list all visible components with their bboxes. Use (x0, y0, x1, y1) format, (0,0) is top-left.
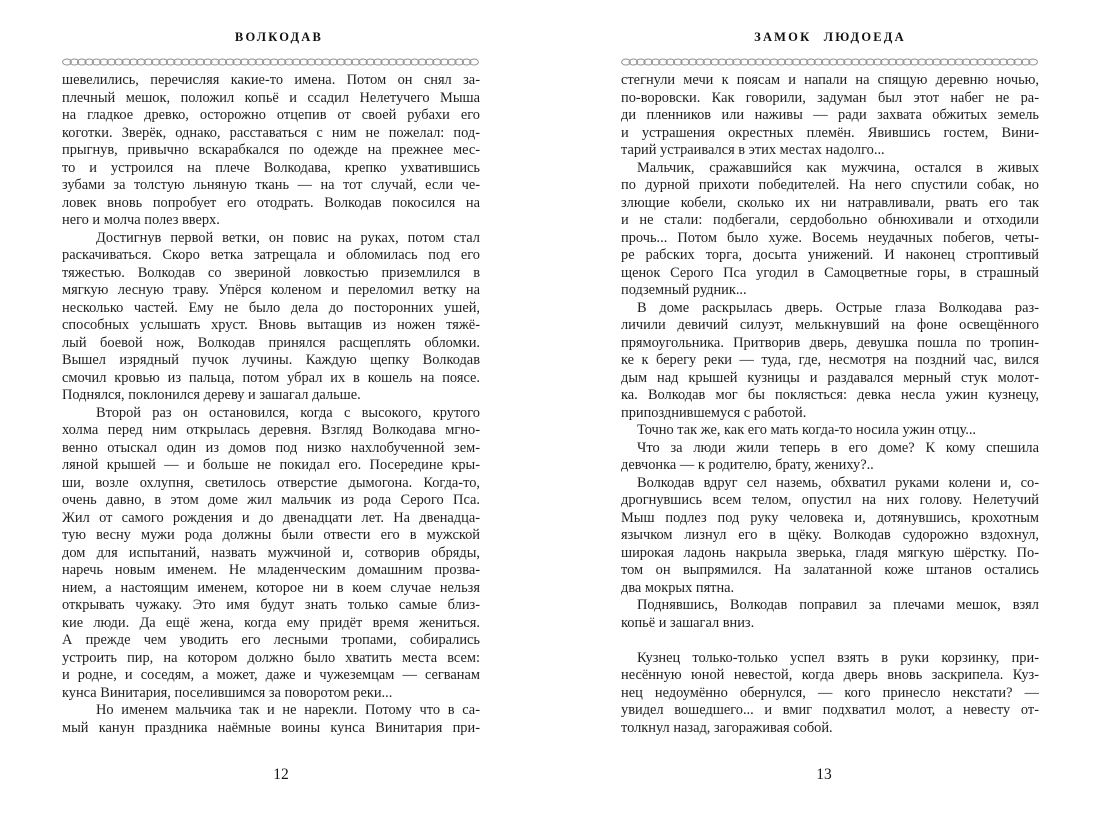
text-line: то и устроился на плече Волкодава, крепко ухватившись (62, 159, 480, 176)
page-number: 13 (816, 766, 832, 783)
text-line: В доме раскрылась дверь. Острые глаза Волкодава раз- (637, 299, 1039, 316)
paragraph (621, 475, 1039, 598)
text-line: наречь новым именем. Не младенческим домашним прозва- (62, 562, 480, 578)
text-line: подземный рудник... (621, 282, 747, 298)
text-line: Что за люди жили теперь в его доме? К кому спешила (637, 439, 1039, 456)
text-line: тарий устраивался в этих местах надолго... (621, 142, 885, 158)
paragraph (62, 405, 480, 703)
page-right (621, 0, 1039, 825)
text-line: дым над крышей кузницы и раздавался мерный стук молот- (621, 369, 1039, 386)
text-line: мягкую лесную траву. Упёрся коленом и переломил ветку на (62, 282, 480, 298)
text-line: венно отыскал один из домов под низко нахлобученной зем- (62, 439, 480, 456)
paragraph (621, 597, 1039, 632)
text-line: нец недоумённо обернулся, — кого принесло некстати? — (621, 684, 1039, 701)
text-line: копьё и зашагал вниз. (621, 614, 755, 631)
chain-ornament (621, 57, 1039, 67)
paragraph (621, 650, 1039, 738)
page-left (62, 0, 480, 825)
text-line: него и молча полез вверх. (62, 212, 220, 228)
text-line: ляной крышей — и больше не покидал его. Посередине кры- (62, 457, 480, 473)
text-line: нием, а настоящим именем, которое ни в коем случае нельзя (62, 579, 480, 596)
text-line: широкая ладонь накрыла зверька, гладя мягкую шёрстку. По- (621, 544, 1039, 561)
paragraph (621, 72, 1039, 160)
text-line: кие люди. Да ещё жена, когда ему придёт время жениться. (62, 614, 480, 631)
paragraph (62, 230, 480, 405)
text-line: язычком лизнул его в щёку. Волкодав судорожно вздохнул, (621, 527, 1039, 543)
running-title-left: ВОЛКОДАВ (234, 30, 324, 44)
text-line: и не стали: подбегали, сердобольно обнюхивали и отходили (621, 212, 1039, 228)
text-line: прочь... Потом было хуже. Восемь неудачных побегов, четы- (621, 229, 1039, 246)
text-line: на гладкое древко, осторожно отцепив от своей рубахи его (62, 107, 480, 123)
text-line: тую весну мужи рода должны были отвести его в мужской (62, 527, 480, 543)
paragraph (621, 300, 1039, 423)
text-line: припозднившемуся с работой. (621, 404, 807, 421)
text-line: щенок Серого Пса угодил в Самоцветные горы, в страшный (621, 264, 1039, 281)
page-number: 12 (273, 766, 289, 783)
text-line: личили девичий силуэт, мелькнувший на фоне освещённого (621, 317, 1039, 333)
text-line: прыгнув, привычно вскарабкался по одежде на прежнее мес- (62, 142, 480, 158)
text-line: дом для испытаний, назвать мужчиной и, сотворив обряды, (62, 544, 480, 561)
paragraph (62, 702, 480, 737)
text-line: холма перед ним открылась деревня. Взгляд Волкодава мгно- (62, 422, 480, 438)
text-line: дрогнувшись всем телом, опустил на них голову. Нелетучий (621, 492, 1039, 508)
paragraph (621, 160, 1039, 300)
text-line: способных услышать хруст. Вновь вытащив из ножен тяжё- (62, 317, 480, 333)
text-line: и родне, и соседям, а может, даже и чужеземцам — сегванам (62, 667, 480, 683)
text-line: ши, возле охлупня, светилось отверстие дымогона. Когда-то, (62, 474, 480, 491)
text-line: по-воровски. Как говорили, задуман был этот набег не ра- (621, 89, 1039, 106)
paragraph (621, 422, 1039, 440)
text-line: раскачиваться. Скоро ветка затрещала и обломилась под его (62, 247, 480, 263)
text-line: А прежде чем уводить его лесными тропами, собирались (62, 632, 480, 648)
text-line: Второй раз он остановился, когда с высокого, крутого (96, 404, 480, 421)
text-line: толкнул назад, загораживая собой. (621, 719, 833, 736)
text-line: тяжестью. Волкодав со звериной ловкостью приземлился в (62, 264, 480, 281)
text-line: Достигнув первой ветки, он повис на руках, потом стал (96, 229, 480, 246)
text-line: Вышел изрядный пучок лучины. Каждую щепку Волкодав (62, 352, 480, 368)
text-line: ди пленников или наживы — ради захвата обжитых земель (621, 107, 1039, 123)
text-line: ловек вновь попробует его отодрать. Волкодав покосился на (62, 194, 480, 211)
text-line: лый боевой нож, Волкодав принялся расщеплять обломки. (62, 334, 480, 351)
text-line: очень давно, в этом доме жил мальчик из рода Серого Пса. (62, 492, 480, 508)
text-line: несённую юной невестой, когда дверь вновь заскрипела. Куз- (621, 667, 1039, 683)
text-line: два мокрых пятна. (621, 579, 735, 596)
text-line: мый канун праздника наёмные воины кунса Винитария при- (62, 719, 480, 736)
text-line: Жил от самого рождения и до двенадцати лет. На двенадца- (62, 509, 480, 526)
text-line: кунса Винитария, поселившимся за поворотом реки... (62, 684, 393, 701)
text-line: устроить пир, на котором должно было хватить места всем: (62, 649, 480, 666)
text-line: Поднялся, поклонился дереву и зашагал дальше. (62, 387, 361, 403)
paragraph (62, 72, 480, 230)
text-line: увидел вошедшего... и вмиг подхватил молот, а невесту от- (621, 702, 1039, 718)
text-line: несколько частей. Ему не было дела до посторонних ушей, (62, 299, 480, 316)
text-line: Поднявшись, Волкодав поправил за плечами мешок, взял (637, 597, 1039, 613)
text-line: ке к берегу реки — туда, где, несмотря на поздний час, вился (621, 352, 1039, 368)
text-line: Но именем мальчика так и не нарекли. Потому что в са- (96, 702, 480, 718)
text-line: Волкодав вдруг сел наземь, обхватил руками колени и, со- (637, 474, 1039, 491)
text-line: и устрашения окрестных племён. Явившись гостем, Вини- (621, 124, 1039, 141)
text-line: зубами за толстую льняную ткань — на тот случай, если че- (62, 177, 480, 193)
text-line: смочил кровью из пальца, потом убрал их в кошель на поясе. (62, 369, 480, 386)
running-title-right: ЗАМОК ЛЮДОЕДА (754, 30, 906, 44)
text-line: прямоугольника. Притворив дверь, девушка пошла по тропин- (621, 334, 1039, 351)
text-line: стегнули мечи к поясам и напали на спящую деревню ночью, (621, 72, 1039, 88)
text-line: ка. Волкодав мог бы поклясться: девка несла ужин кузнецу, (621, 387, 1039, 403)
page-body (62, 72, 480, 737)
text-line: девчонка — к родителю, брату, жениху?.. (621, 457, 874, 473)
text-line: по дурной прихоти победителей. На него спустили собак, но (621, 177, 1039, 193)
text-line: Кузнец только-только успел взять в руки корзинку, при- (637, 649, 1039, 666)
text-line: том он выпрямился. На залатанной коже штанов остались (621, 562, 1039, 578)
text-line: открывать чужаку. Это имя будут знать только самые близ- (62, 597, 480, 613)
page-body (621, 72, 1039, 737)
text-line: плечный мешок, положил копьё и ссадил Нелетучего Мыша (62, 89, 480, 106)
text-line: ре рабских торга, досыта унижений. И наконец строптивый (621, 247, 1039, 263)
text-line: коготки. Зверёк, однако, расставаться с ним не пожелал: под- (62, 124, 480, 141)
chain-ornament (62, 57, 480, 67)
text-line: шевелились, перечисляя какие-то имена. Потом он снял за- (62, 72, 480, 88)
paragraph (621, 440, 1039, 475)
text-line: Мыш подлез под руку человека и, дотянувшись, крохотным (621, 509, 1039, 526)
text-line: Точно так же, как его мать когда-то носила ужин отцу... (637, 422, 977, 438)
text-line: Мальчик, сражавшийся как мужчина, остался в живых (637, 159, 1039, 176)
text-line: злющие кобели, сколько их ни натравливали, рвать его так (621, 194, 1039, 211)
